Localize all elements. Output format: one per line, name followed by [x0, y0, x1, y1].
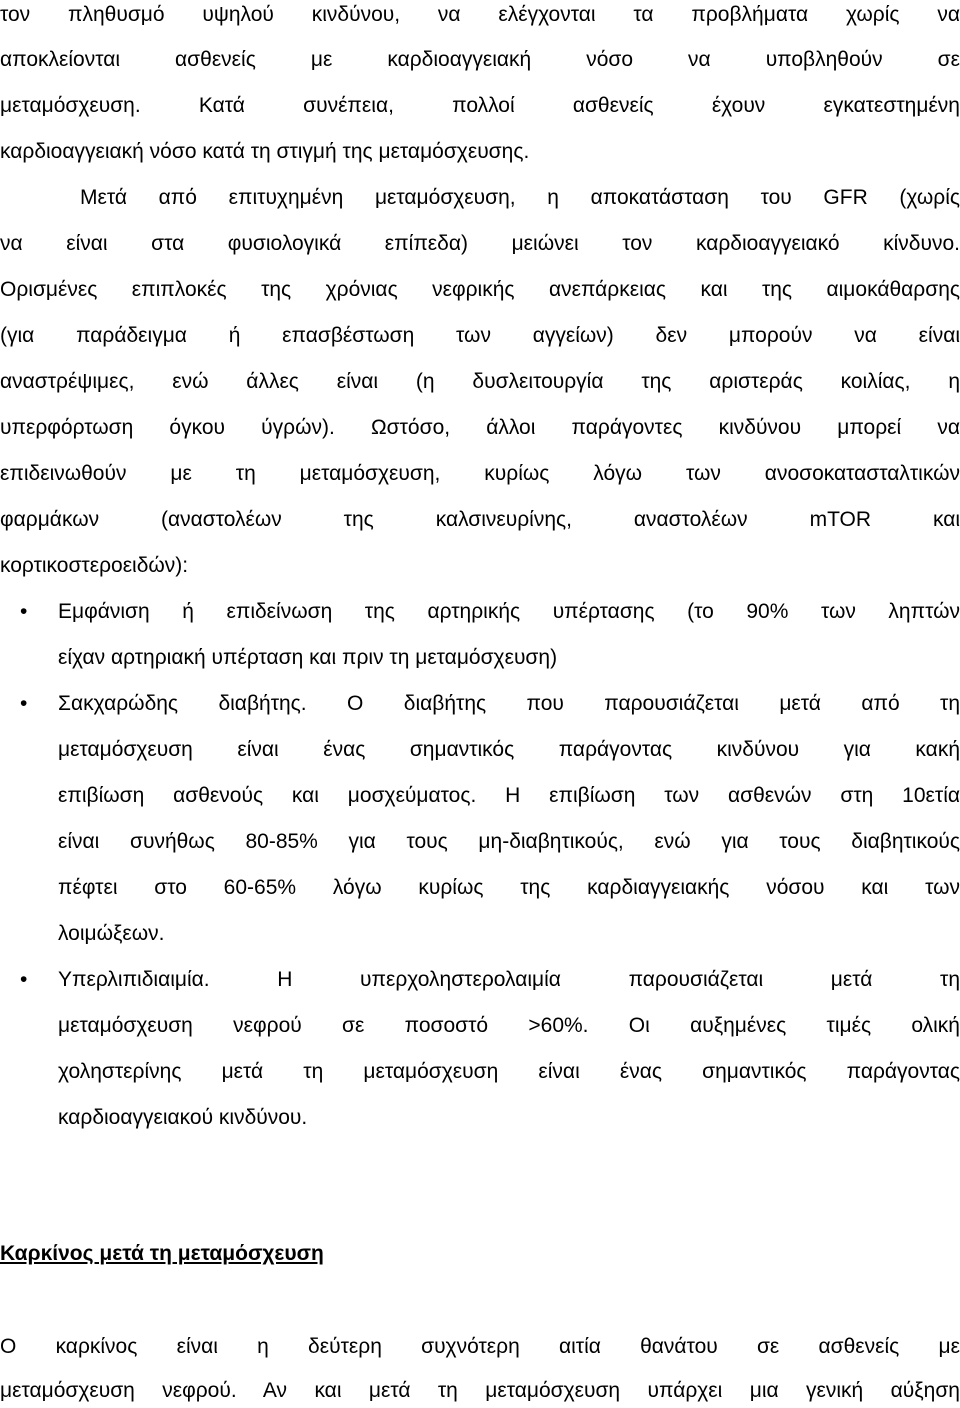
- paragraph-2-line-5: αναστρέψιμες, ενώ άλλες είναι (η δυσλειτουργία της αριστεράς κοιλίας, η: [0, 370, 960, 393]
- bullet-2-line-2: μεταμόσχευση είναι ένας σημαντικός παράγοντας κινδύνου για κακή: [58, 738, 960, 761]
- paragraph-2-line-4: (για παράδειγμα ή επασβέστωση των αγγείων) δεν μπορούν να είναι: [0, 324, 960, 347]
- bullet-3-marker: •: [20, 968, 28, 991]
- section-line-1: Ο καρκίνος είναι η δεύτερη συχνότερη αιτία θανάτου σε ασθενείς με: [0, 1335, 960, 1358]
- paragraph-1-line-1: τον πληθυσμό υψηλού κινδύνου, να ελέγχονται τα προβλήματα χωρίς να: [0, 3, 960, 26]
- paragraph-2-line-2: να είναι στα φυσιολογικά επίπεδα) μειώνει τον καρδιοαγγειακό κίνδυνο.: [0, 232, 960, 255]
- paragraph-1-line-2: αποκλείονται ασθενείς με καρδιοαγγειακή νόσο να υποβληθούν σε: [0, 48, 960, 71]
- bullet-1-line-1: Εμφάνιση ή επιδείνωση της αρτηρικής υπέρτασης (το 90% των ληπτών: [58, 600, 960, 623]
- bullet-2-line-1: Σακχαρώδης διαβήτης. Ο διαβήτης που παρουσιάζεται μετά από τη: [58, 692, 960, 715]
- paragraph-2-line-3: Ορισμένες επιπλοκές της χρόνιας νεφρικής ανεπάρκειας και της αιμοκάθαρσης: [0, 278, 960, 301]
- bullet-2-line-4: είναι συνήθως 80-85% για τους μη-διαβητικούς, ενώ για τους διαβητικούς: [58, 830, 960, 853]
- paragraph-1-line-3: μεταμόσχευση. Κατά συνέπεια, πολλοί ασθενείς έχουν εγκατεστημένη: [0, 94, 960, 117]
- bullet-2-line-5: πέφτει στο 60-65% λόγω κυρίως της καρδιαγγειακής νόσου και των: [58, 876, 960, 899]
- paragraph-2-line-1: Μετά από επιτυχημένη μεταμόσχευση, η αποκατάσταση του GFR (χωρίς: [80, 186, 960, 209]
- paragraph-1-line-4: καρδιοαγγειακή νόσο κατά τη στιγμή της μεταμόσχευσης.: [0, 140, 530, 163]
- bullet-3-line-4: καρδιοαγγειακού κινδύνου.: [58, 1106, 308, 1129]
- bullet-1-marker: •: [20, 600, 28, 623]
- section-line-2: μεταμόσχευση νεφρού. Αν και μετά τη μεταμόσχευση υπάρχει μια γενική αύξηση: [0, 1379, 960, 1402]
- section-heading: Καρκίνος μετά τη μεταμόσχευση: [0, 1242, 324, 1265]
- bullet-2-marker: •: [20, 692, 28, 715]
- bullet-2-line-3: επιβίωση ασθενούς και μοσχεύματος. Η επιβίωση των ασθενών στη 10ετία: [58, 784, 960, 807]
- paragraph-2-line-8: φαρμάκων (αναστολέων της καλσινευρίνης, αναστολέων mTOR και: [0, 508, 960, 531]
- paragraph-2-line-9: κορτικοστεροειδών):: [0, 554, 189, 577]
- bullet-3-line-1: Υπερλιπιδιαιμία. Η υπερχοληστερολαιμία παρουσιάζεται μετά τη: [58, 968, 960, 991]
- bullet-3-line-2: μεταμόσχευση νεφρού σε ποσοστό >60%. Οι αυξημένες τιμές ολική: [58, 1014, 960, 1037]
- bullet-3-line-3: χοληστερίνης μετά τη μεταμόσχευση είναι ένας σημαντικός παράγοντας: [58, 1060, 960, 1083]
- paragraph-2-line-6: υπερφόρτωση όγκου ύγρών). Ωστόσο, άλλοι παράγοντες κινδύνου μπορεί να: [0, 416, 960, 439]
- bullet-2-line-6: λοιμώξεων.: [58, 922, 165, 945]
- bullet-1-line-2: είχαν αρτηριακή υπέρταση και πριν τη μεταμόσχευση): [58, 646, 558, 669]
- paragraph-2-line-7: επιδεινωθούν με τη μεταμόσχευση, κυρίως λόγω των ανοσοκατασταλτικών: [0, 462, 960, 485]
